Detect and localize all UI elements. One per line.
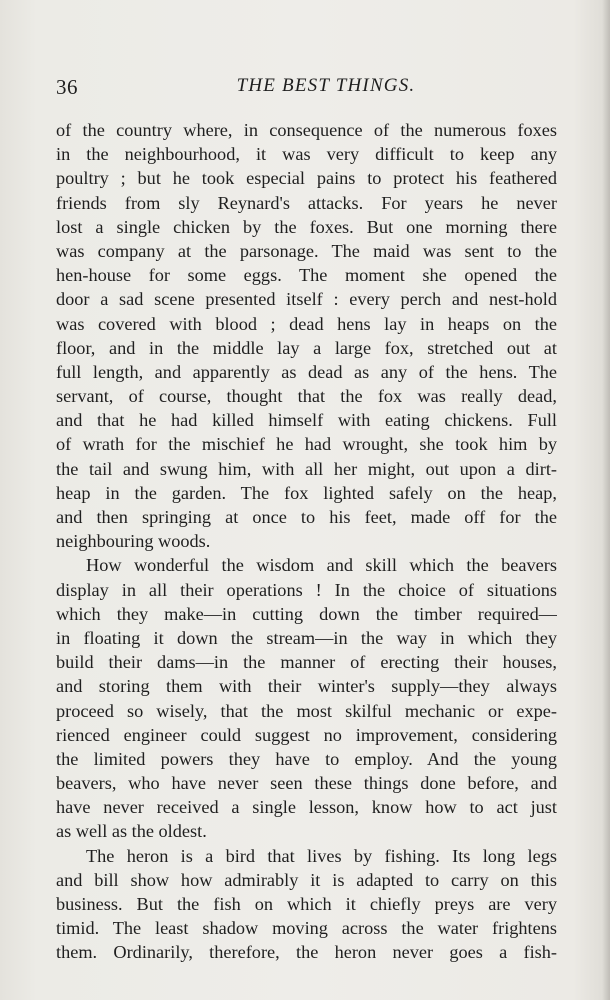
- text-line: and bill show how admirably it is adapted to carry on this: [56, 869, 557, 890]
- text-line: the tail and swung him, with all her might, out upon a dirt-: [56, 458, 557, 479]
- text-line: build their dams—in the manner of erecting their houses,: [56, 652, 557, 673]
- text-line: in floating it down the stream—in the way in which they: [56, 627, 557, 648]
- text-line: floor, and in the middle lay a large fox, stretched out at: [56, 337, 557, 358]
- page-header: [56, 72, 556, 102]
- text-line: servant, of course, thought that the fox was really dead,: [56, 386, 557, 407]
- text-line: and that he had killed himself with eating chickens. Full: [56, 410, 557, 431]
- text-line: of the country where, in consequence of the numerous foxes: [56, 120, 557, 140]
- text-line: was company at the parsonage. The maid was sent to the: [56, 240, 557, 261]
- text-line: was covered with blood ; dead hens lay in heaps on the: [56, 313, 557, 334]
- text-line: The heron is a bird that lives by fishing. Its long legs: [86, 845, 557, 866]
- text-line: and then springing at once to his feet, made off for the: [56, 507, 557, 527]
- text-line: full length, and apparently as dead as any of the hens. The: [56, 361, 557, 382]
- page-edge-shadow: [602, 0, 610, 1000]
- text-line: them. Ordinarily, therefore, the heron never goes a fish-: [56, 942, 557, 963]
- text-line: heap in the garden. The fox lighted safely on the heap,: [56, 482, 557, 503]
- text-line: proceed so wisely, that the most skilful mechanic or expe-: [56, 700, 557, 721]
- text-line: rienced engineer could suggest no improvement, considering: [56, 724, 557, 745]
- text-line: hen-house for some eggs. The moment she opened the: [56, 265, 557, 286]
- text-line: which they make—in cutting down the timber required—: [56, 603, 557, 624]
- text-line: door a sad scene presented itself : every perch and nest-hold: [56, 289, 557, 310]
- text-line: poultry ; but he took especial pains to protect his feathered: [56, 168, 557, 189]
- text-line: in the neighbourhood, it was very difficult to keep any: [56, 144, 557, 165]
- text-line: timid. The least shadow moving across the water frightens: [56, 918, 557, 939]
- text-line: and storing them with their winter's supply—they always: [56, 676, 557, 697]
- text-line: display in all their operations ! In the choice of situations: [56, 579, 557, 600]
- running-head: THE BEST THINGS.: [236, 75, 416, 96]
- text-line: lost a single chicken by the foxes. But one morning there: [56, 216, 557, 237]
- text-line: have never received a single lesson, know how to act just: [56, 797, 557, 818]
- text-line: friends from sly Reynard's attacks. For years he never: [56, 192, 557, 213]
- text-line: the limited powers they have to employ. And the young: [56, 748, 557, 769]
- text-line: beavers, who have never seen these things done before, and: [56, 773, 557, 794]
- text-line: How wonderful the wisdom and skill which the beavers: [86, 555, 557, 576]
- text-line: neighbouring woods.: [56, 531, 211, 552]
- body-text: [56, 118, 557, 965]
- text-line: as well as the oldest.: [56, 821, 207, 842]
- text-line: of wrath for the mischief he had wrought, she took him by: [56, 434, 557, 455]
- text-line: business. But the fish on which it chiefly preys are very: [56, 894, 557, 914]
- page-number: 36: [56, 75, 78, 99]
